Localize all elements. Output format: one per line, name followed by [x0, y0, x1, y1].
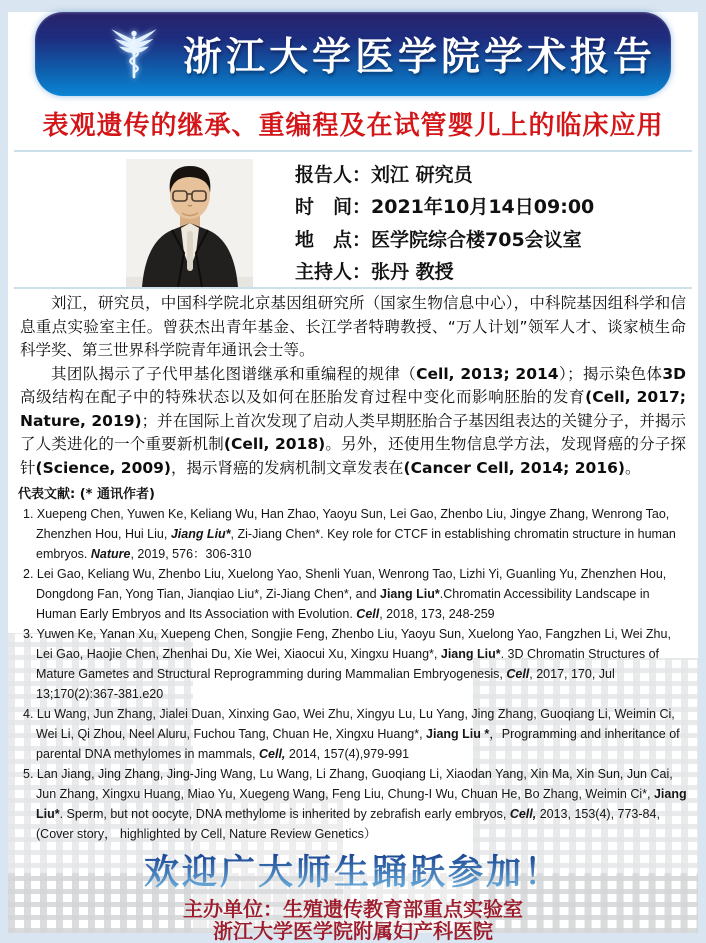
hospital-line: 浙江大学医学院附属妇产科医院 — [213, 919, 493, 943]
speaker-label: 地 点： — [295, 228, 372, 251]
publication-item: 4. Lu Wang, Jun Zhang, Jialei Duan, Xinxing Gao, Wei Zhu, Xingyu Lu, Lu Yang, Jing Zhang, Guoqiang Li, Weimin Ci, Wei Li, Qi Zhou, Neel Aluru, Fuchou Tang, Chuan He, Xingxu Huang*, Jiang Liu *，Programming and inheritance of parental DNA methylomes in mammals, Cell, 2014, 157(4),979-991 — [23, 707, 680, 761]
speaker-value: 2021年10月14日09:00 — [371, 196, 595, 219]
organizer-footer — [8, 898, 698, 942]
publication-item: 3. Yuwen Ke, Yanan Xu, Xuepeng Chen, Songjie Feng, Zhenbo Liu, Yaoyu Sun, Xuelong Yao, Fangzhen Li, Wei Zhu, Lei Gao, Haojie Chen, Zhenhai Du, Xie Wei, Xiaocui Xu, Xingxu Huang*, Jiang Liu*. 3D Chromatin Structures of Mature Gametes and Structural Reprogramming during Mammalian Embryogenesis, Cell, 2017, 170, Jul 13;170(2):367-381.e20 — [23, 627, 671, 701]
speaker-value: 医学院综合楼705会议室 — [371, 228, 582, 251]
welcome-text: 欢迎广大师生踊跃参加！ — [8, 845, 698, 895]
publications-list — [23, 504, 690, 844]
bio-paragraph-1: 刘江，研究员，中国科学院北京基因组研究所（国家生物信息中心），中科院基因组科学和信息重点实验室主任。曾获杰出青年基金、长江学者特聘教授、“万人计划”领军人才、谈家桢生命科学奖、第三世界科学院青年通讯会士等。 — [20, 294, 686, 359]
speaker-line-time — [295, 192, 594, 219]
publications-heading: 代表文献: (* 通讯作者) — [18, 487, 155, 502]
speaker-label: 时 间： — [295, 196, 372, 219]
speaker-info — [295, 159, 594, 285]
organizer-line: 主办单位：生殖遗传教育部重点实验室 — [183, 897, 523, 921]
speaker-line-location — [295, 225, 594, 252]
publication-item: 5. Lan Jiang, Jing Zhang, Jing-Jing Wang, Lu Wang, Li Zhang, Guoqiang Li, Xiaodan Yang, Xin Ma, Xin Sun, Jun Cai, Jun Zhang, Xingxu Huang, Miao Yu, Xuegeng Wang, Feng Liu, Chung-I Wu, Chuan He, Bo Zhang, Weimin Ci*, Jiang Liu*. Sperm, but not oocyte, DNA methylome is inherited by zebrafish early embryos, Cell, 2013, 153(4), 773-84, (Cover story， highlighted by Cell, Nature Review Genetics） — [23, 767, 687, 841]
banner-title: 浙江大学医学院学术报告 — [183, 35, 657, 80]
biography — [8, 289, 698, 480]
publication-item: 1. Xuepeng Chen, Yuwen Ke, Keliang Wu, Han Zhao, Yaoyu Sun, Lei Gao, Zhenbo Liu, Jingye Zhang, Wenrong Tao, Zhenzhen Hou, Hui Liu, Jiang Liu*, Zi-Jiang Chen*. Key role for CTCF in establishing chromatin structure in human embryos. Nature, 2019, 576：306-310 — [23, 507, 676, 561]
publication-item: 2. Lei Gao, Keliang Wu, Zhenbo Liu, Xuelong Yao, Shenli Yuan, Wenrong Tao, Lizhi Yi, Guanling Yu, Zhenzhen Hou, Dongdong Fan, Yong Tian, Jianqiao Liu*, Zi-Jiang Chen*, and Jiang Liu*.Chromatin Accessibility Landscape in Human Early Embryos and Its Association with Evolution. Cell, 2018, 173, 248-259 — [23, 567, 667, 621]
speaker-photo — [126, 159, 253, 287]
speaker-line-host — [295, 257, 594, 284]
caduceus-icon — [107, 25, 161, 83]
speaker-value: 张丹 教授 — [371, 260, 454, 283]
poster-page — [8, 12, 698, 943]
lecture-title: 表观遗传的继承、重编程及在试管婴儿上的临床应用 — [42, 111, 664, 141]
header-banner — [35, 12, 671, 96]
bio-paragraph-2: 其团队揭示了子代甲基化图谱继承和重编程的规律（Cell, 2013; 2014）；揭示染色体3D高级结构在配子中的特殊状态以及如何在胚胎发育过程中变化而影响胚胎的发育(Cell, 2017; Nature, 2019)；并在国际上首次发现了启动人类早期胚胎合子基因组表达的关键分子，并揭示了人类进化的一个重要新机制(Cell, 2018)。另外，还使用生物信息学方法，发现肾癌的分子探针(Science, 2009)，揭示肾癌的发病机制文章发表在(Cancer Cell, 2014; 2016)。 — [20, 364, 686, 477]
speaker-label: 报告人： — [295, 164, 372, 186]
divider-top — [14, 150, 692, 152]
speaker-line-presenter — [295, 160, 594, 187]
speaker-value: 刘江 研究员 — [371, 164, 473, 186]
speaker-section — [8, 159, 698, 287]
speaker-label: 主持人： — [295, 260, 372, 283]
